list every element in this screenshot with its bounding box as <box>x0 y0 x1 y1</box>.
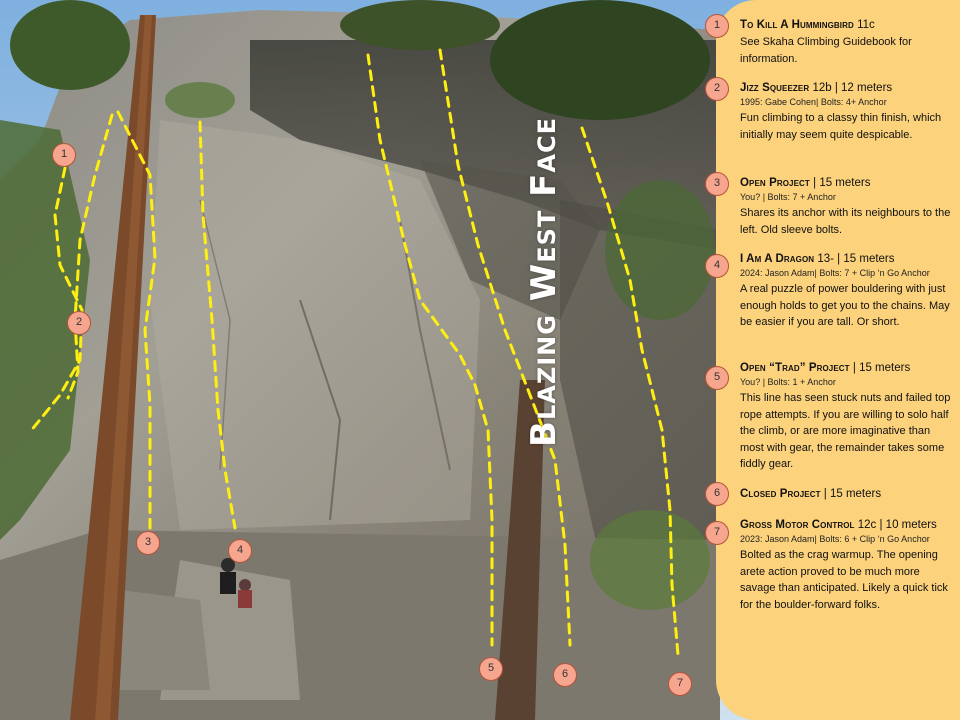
route-length: 12 meters <box>841 82 893 94</box>
route-pin-5[interactable]: 5 <box>479 657 503 681</box>
route-name: Jizz Squeezer <box>740 82 810 94</box>
route-pin-6[interactable]: 6 <box>553 663 577 687</box>
route-pin-7[interactable]: 7 <box>668 672 692 696</box>
route-name: Closed Project <box>740 488 821 500</box>
route-entry-6: Closed Project | 15 meters <box>740 488 882 500</box>
route-entry-3: Open Project | 15 meters You? | Bolts: 7 + Anchor Shares its anchor with its neighbours to the left. Old sleeve bolts. <box>740 176 954 238</box>
route-desc: See Skaha Climbing Guidebook for information. <box>740 36 912 65</box>
panel-pin-1: 1 <box>705 14 729 38</box>
route-meta: You? | Bolts: 1 + Anchor <box>740 377 836 387</box>
panel-pin-7: 7 <box>705 521 729 545</box>
route-meta: 1995: Gabe Cohen| Bolts: 4+ Anchor <box>740 97 887 107</box>
panel-pin-2: 2 <box>705 77 729 101</box>
route-entry-1 <box>740 18 954 67</box>
route-desc: Bolted as the crag warmup. The opening arete action proved to be much more savage than anticipated. Likely a quick tick for the boulder-forward folks. <box>740 549 948 611</box>
route-length: 15 meters <box>859 362 911 374</box>
route-entry-2: Jizz Squeezer 12b | 12 meters 1995: Gabe Cohen| Bolts: 4+ Anchor Fun climbing to a classy thin finish, which initially may seem quite despicable. <box>740 81 954 143</box>
route-grade: 13- <box>817 253 834 265</box>
route-length: 15 meters <box>829 488 882 500</box>
route-entry-7: Gross Motor Control 12c | 10 meters 2023: Jason Adam| Bolts: 6 + Clip ‘n Go Anchor Bolted as the crag warmup. The opening arete action proved to be much more savage than anticipated. Likely a quick tick for the boulder-forward folks. <box>740 518 954 613</box>
route-name: To Kill A Hummingbird <box>740 19 854 31</box>
route-pin-1[interactable]: 1 <box>52 143 76 167</box>
route-meta: 2024: Jason Adam| Bolts: 7 + Clip ‘n Go Anchor <box>740 268 930 278</box>
route-desc: Shares its anchor with its neighbours to the left. Old sleeve bolts. <box>740 207 951 236</box>
route-grade: 11c <box>857 19 875 31</box>
route-pin-3[interactable]: 3 <box>136 531 160 555</box>
route-desc: Fun climbing to a classy thin finish, which initially may seem quite despicable. <box>740 112 942 141</box>
route-desc: This line has seen stuck nuts and failed top rope attempts. If you are willing to solo half the climb, or are more imaginative than most with gear, the remainder takes some fiddly gear. <box>740 392 951 470</box>
route-grade: 12b <box>812 82 832 94</box>
route-name: Open Project <box>740 177 810 189</box>
route-name: Gross Motor Control <box>740 519 855 531</box>
route-pin-4[interactable]: 4 <box>228 539 252 563</box>
wall-title: Blazing West Face <box>524 117 564 447</box>
panel-pin-6: 6 <box>705 482 729 506</box>
route-name: Open “Trad” Project <box>740 362 850 374</box>
route-pin-2[interactable]: 2 <box>67 311 91 335</box>
panel-pin-4: 4 <box>705 254 729 278</box>
route-grade: 12c <box>857 519 877 531</box>
route-entry-5: Open “Trad” Project | 15 meters You? | Bolts: 1 + Anchor This line has seen stuck nuts and failed top rope attempts. If you are willing to solo half the climb, or are more imaginative than most with gear, the remainder takes some fiddly gear. <box>740 361 954 473</box>
route-length: 10 meters <box>885 519 937 531</box>
route-length: 15 meters <box>819 177 871 189</box>
route-desc: A real puzzle of power bouldering with just enough holds to get you to the chains. May be easier if you are tall. Or short. <box>740 283 950 328</box>
route-length: 15 meters <box>843 253 895 265</box>
panel-pin-5: 5 <box>705 366 729 390</box>
panel-pin-3: 3 <box>705 172 729 196</box>
route-name: I Am A Dragon <box>740 253 815 265</box>
route-meta: You? | Bolts: 7 + Anchor <box>740 192 836 202</box>
route-entry-4: I Am A Dragon 13- | 15 meters 2024: Jason Adam| Bolts: 7 + Clip ‘n Go Anchor A real puzzle of power bouldering with just enough holds to get you to the chains. May be easier if you are tall. Or short. <box>740 252 954 331</box>
route-meta: 2023: Jason Adam| Bolts: 6 + Clip ‘n Go Anchor <box>740 534 930 544</box>
